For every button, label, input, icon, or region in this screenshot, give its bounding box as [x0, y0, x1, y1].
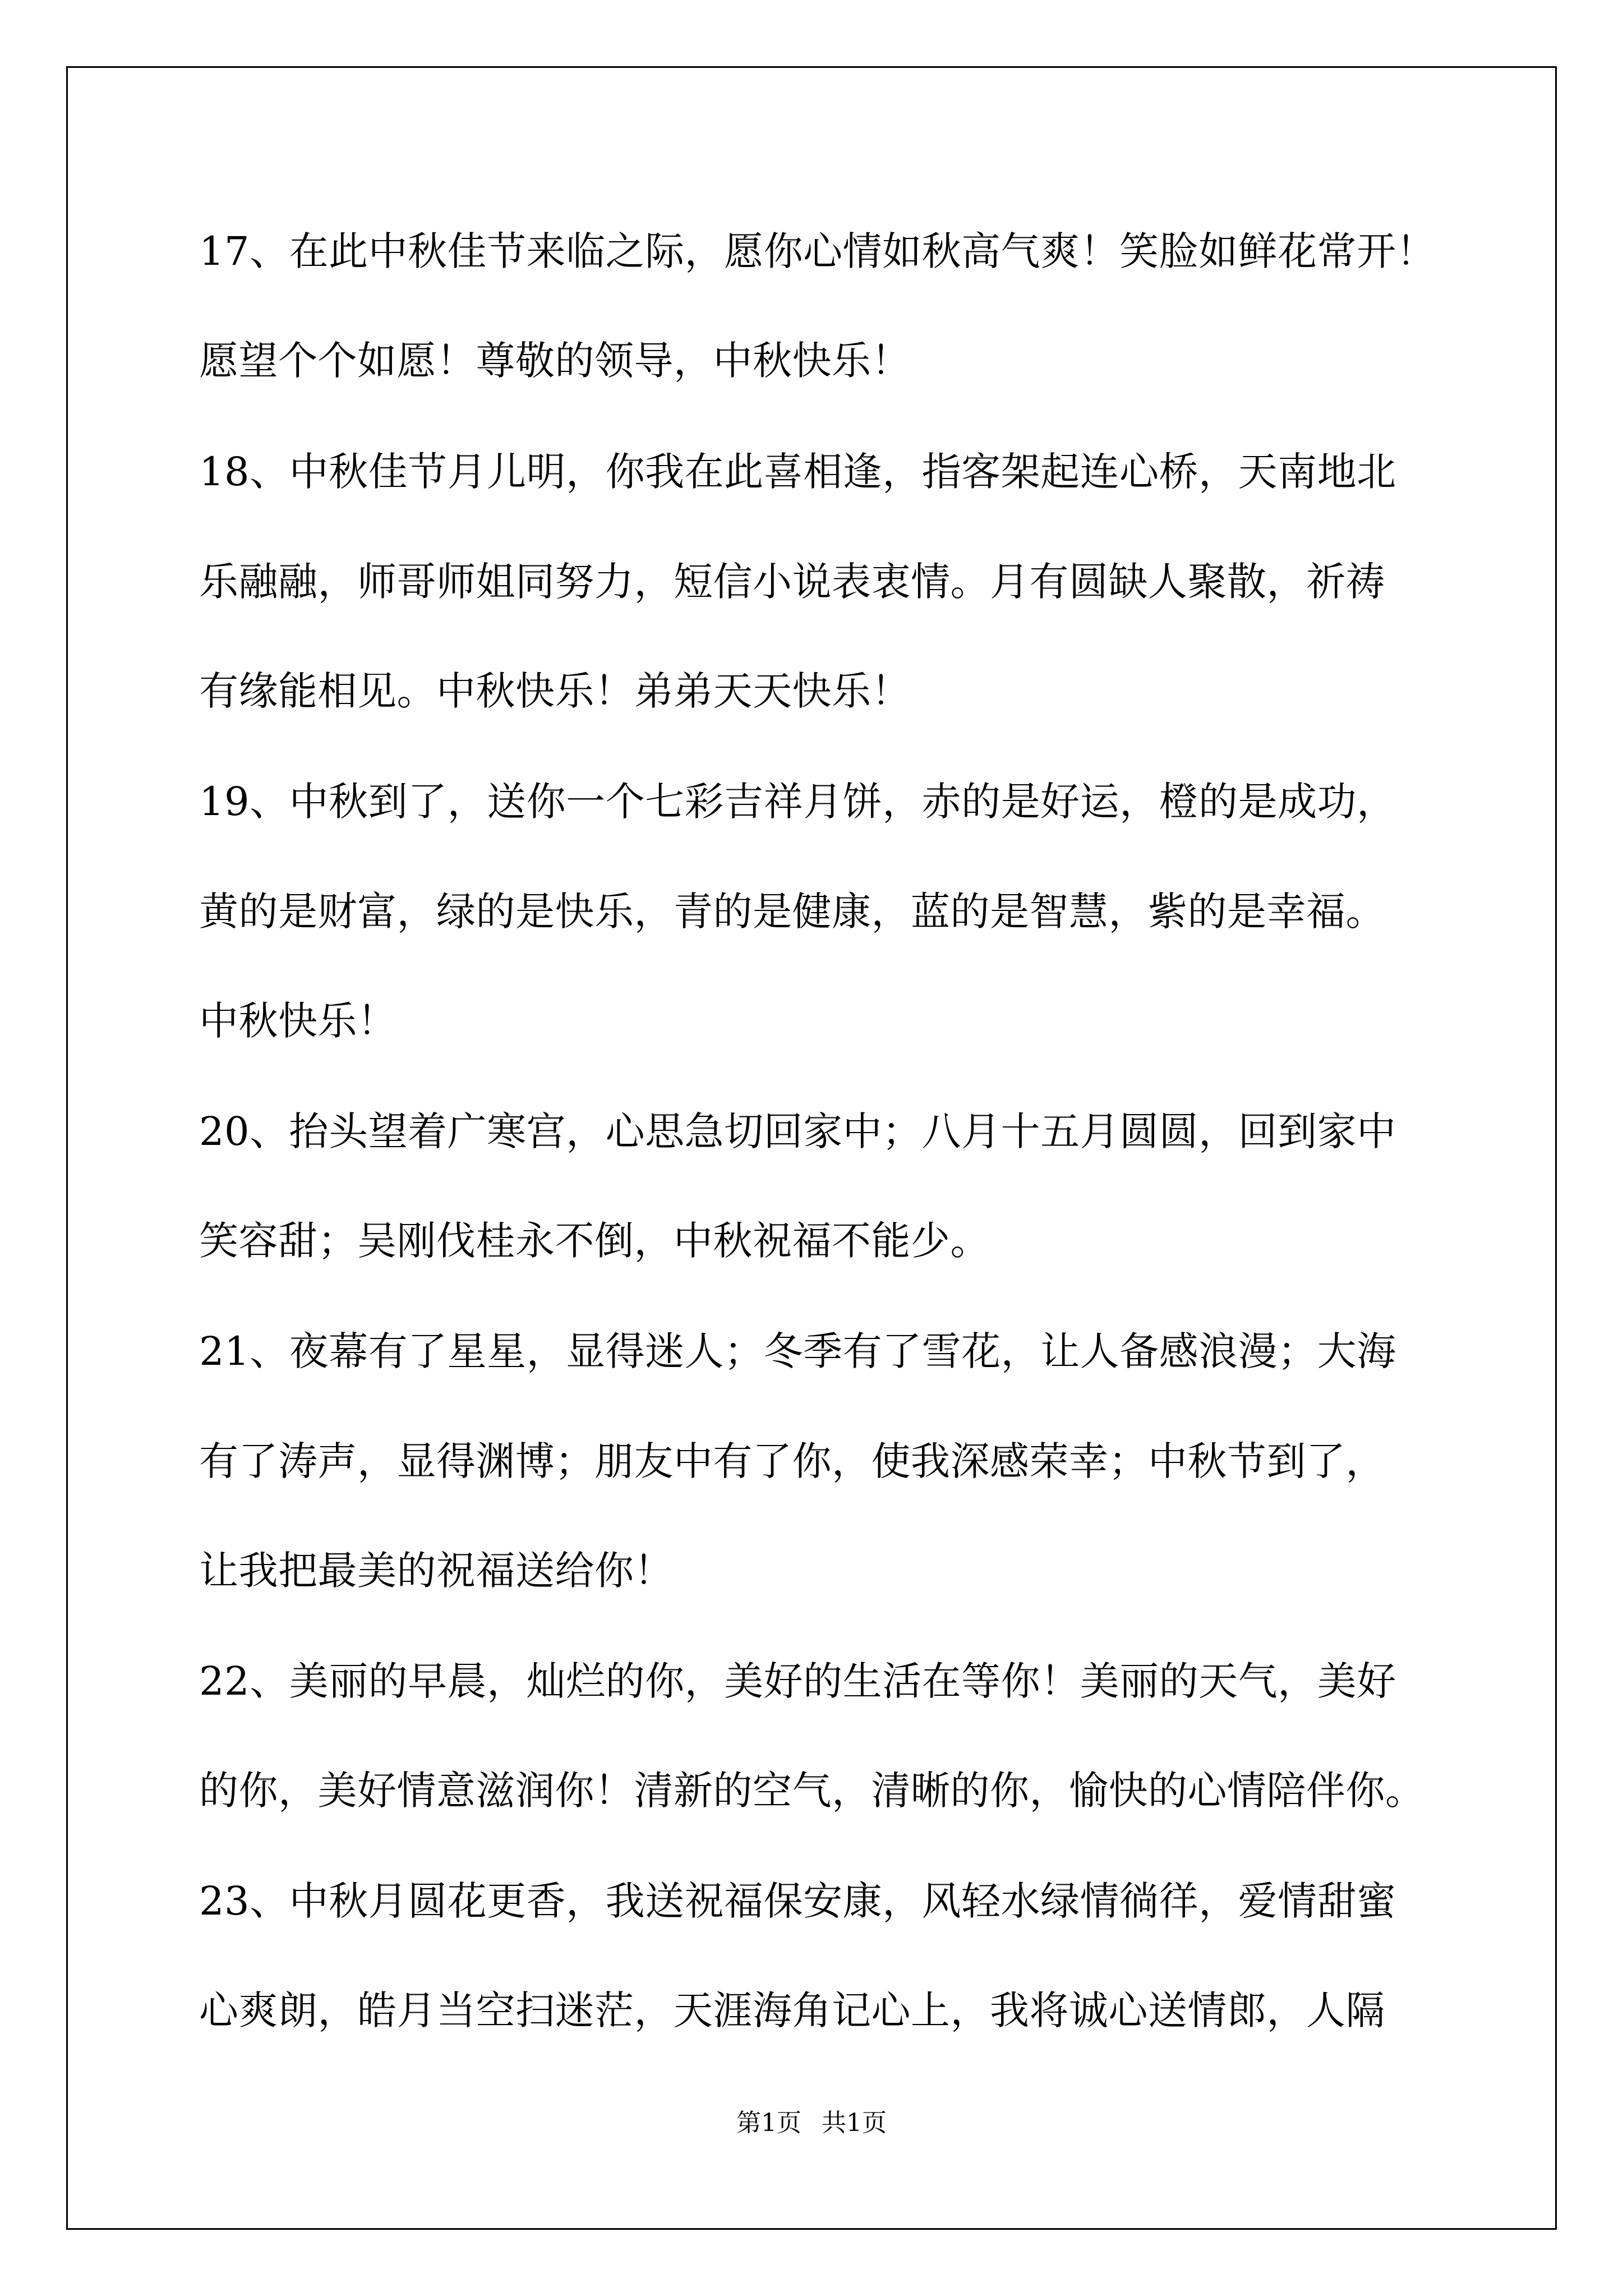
text-line: 心爽朗，皓月当空扫迷茫，天涯海角记心上，我将诚心送情郎，人隔 [199, 1987, 1385, 2033]
text-line: 让我把最美的祝福送给你！ [199, 1548, 674, 1594]
text-line: 19、中秋到了，送你一个七彩吉祥月饼，赤的是好运，橙的是成功， [199, 779, 1396, 825]
text-line: 中秋快乐！ [199, 998, 397, 1044]
text-line: 有了涛声，显得渊博；朋友中有了你，使我深感荣幸；中秋节到了， [199, 1438, 1385, 1484]
text-line: 17、在此中秋佳节来临之际，愿你心情如秋高气爽！笑脸如鲜花常开！ [199, 228, 1436, 274]
page-footer [0, 2106, 1623, 2140]
text-line: 笑容甜；吴刚伐桂永不倒，中秋祝福不能少。 [199, 1218, 990, 1264]
text-line: 有缘能相见。中秋快乐！弟弟天天快乐！ [199, 668, 911, 714]
text-line: 20、抬头望着广寒宫，心思急切回家中；八月十五月圆圆，回到家中 [199, 1108, 1396, 1154]
text-line: 23、中秋月圆花更香，我送祝福保安康，风轻水绿情徜徉，爱情甜蜜 [199, 1878, 1396, 1924]
page-number: 第1页 [736, 2109, 801, 2137]
text-line: 22、美丽的早晨，灿烂的你，美好的生活在等你！美丽的天气，美好 [199, 1658, 1396, 1704]
text-line: 愿望个个如愿！尊敬的领导，中秋快乐！ [199, 338, 911, 384]
text-line: 黄的是财富，绿的是快乐，青的是健康，蓝的是智慧，紫的是幸福。 [199, 889, 1385, 935]
text-line: 的你，美好情意滋润你！清新的空气，清晰的你，愉快的心情陪伴你。 [199, 1768, 1425, 1814]
text-line: 21、夜幕有了星星，显得迷人；冬季有了雪花，让人备感浪漫；大海 [199, 1328, 1396, 1374]
text-line: 乐融融，师哥师姐同努力，短信小说表衷情。月有圆缺人聚散，祈祷 [199, 559, 1385, 605]
page-total: 共1页 [822, 2109, 887, 2137]
text-line: 18、中秋佳节月儿明，你我在此喜相逢，指客架起连心桥，天南地北 [199, 449, 1396, 495]
